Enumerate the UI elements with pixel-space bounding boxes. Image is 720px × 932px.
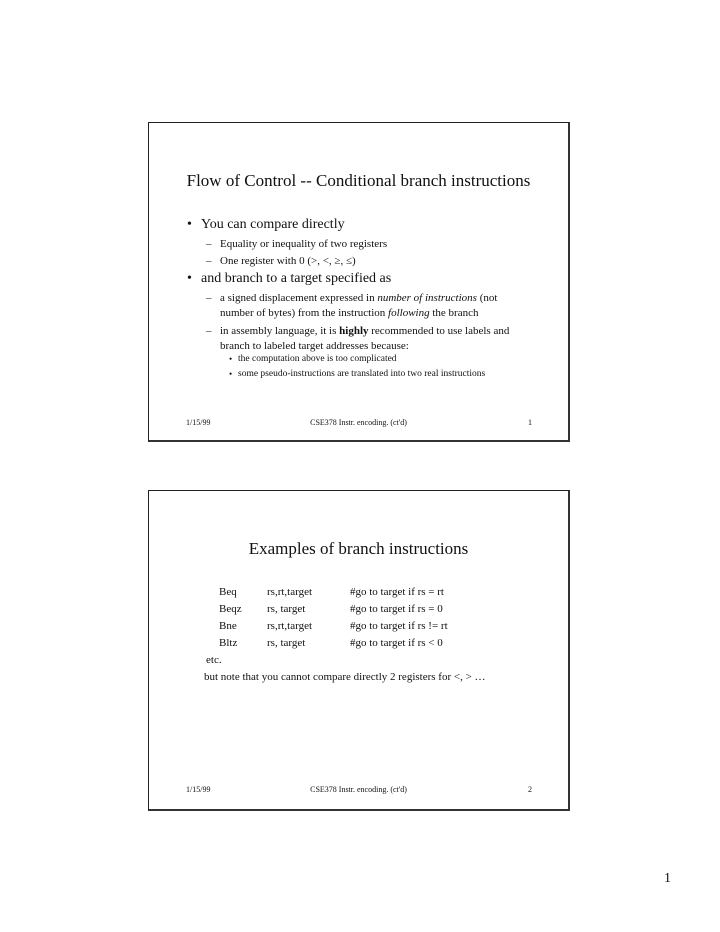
sub-bullet-item	[206, 324, 510, 354]
note-text: but note that you cannot compare directly 2 registers for <, > …	[204, 671, 486, 683]
instruction-opcode: Beqz	[219, 603, 242, 615]
text-run: a signed displacement expressed in	[220, 292, 378, 304]
slide-1	[148, 122, 570, 442]
instruction-comment: #go to target if rs != rt	[350, 620, 448, 632]
instruction-opcode: Beq	[219, 586, 237, 598]
bullet-item	[187, 217, 345, 233]
etc-text: etc.	[206, 654, 222, 666]
emphasis-text: following	[388, 307, 430, 319]
sub-sub-bullet-item	[229, 354, 397, 364]
bullet-icon: •	[187, 217, 192, 232]
slide-number: 2	[528, 785, 532, 794]
instruction-opcode: Bne	[219, 620, 237, 632]
bullet-text: and branch to a target specified as	[201, 271, 392, 286]
instruction-comment: #go to target if rs = 0	[350, 603, 443, 615]
footer-title: CSE378 Instr. encoding. (ct'd)	[310, 418, 407, 427]
slide-2	[148, 490, 570, 811]
slide-title: Flow of Control -- Conditional branch instructions	[186, 171, 531, 190]
instruction-args: rs, target	[267, 637, 306, 649]
bold-text: highly	[339, 325, 369, 337]
sub-sub-bullet-text: the computation above is too complicated	[238, 354, 397, 364]
text-run: (not	[476, 292, 498, 304]
text-run: the branch	[429, 307, 479, 319]
slide-number: 1	[528, 418, 532, 427]
footer-date: 1/15/99	[186, 418, 211, 427]
sub-sub-bullet-text: some pseudo-instructions are translated into two real instructions	[238, 369, 486, 379]
bullet-text: You can compare directly	[201, 217, 345, 232]
sub-bullet-line	[220, 291, 497, 306]
dash-icon: –	[206, 292, 212, 304]
bullet-icon: •	[187, 271, 192, 286]
sub-bullet-item	[206, 237, 388, 252]
sub-bullet-line	[220, 324, 509, 339]
instruction-args: rs, target	[267, 603, 306, 615]
instruction-comment: #go to target if rs = rt	[350, 586, 444, 598]
sub-bullet-line: branch to labeled target addresses because:	[220, 340, 409, 352]
slide-title: Examples of branch instructions	[248, 539, 469, 558]
dash-icon: –	[206, 238, 212, 250]
text-run: in assembly language, it is	[220, 325, 340, 337]
sub-sub-bullet-item	[229, 369, 486, 379]
instruction-args: rs,rt,target	[267, 586, 313, 598]
bullet-icon: •	[229, 354, 233, 364]
sub-bullet-item	[206, 254, 356, 269]
dash-icon: –	[206, 255, 212, 267]
instruction-comment: #go to target if rs < 0	[350, 637, 443, 649]
bullet-icon: •	[229, 369, 233, 379]
emphasis-text: number of instructions	[377, 292, 477, 304]
page-number: 1	[664, 871, 671, 886]
footer-date: 1/15/99	[186, 785, 211, 794]
text-run: recommended to use labels and	[368, 325, 510, 337]
text-run: number of bytes) from the instruction	[220, 307, 389, 319]
footer-title: CSE378 Instr. encoding. (ct'd)	[310, 785, 407, 794]
sub-bullet-item	[206, 291, 498, 321]
instruction-opcode: Bltz	[219, 637, 238, 649]
instruction-args: rs,rt,target	[267, 620, 313, 632]
sub-bullet-text: Equality or inequality of two registers	[220, 238, 388, 250]
bullet-item	[187, 271, 392, 287]
dash-icon: –	[206, 325, 212, 337]
sub-bullet-text: One register with 0 (>, <, ≥, ≤)	[220, 255, 356, 267]
sub-bullet-line	[220, 306, 497, 321]
